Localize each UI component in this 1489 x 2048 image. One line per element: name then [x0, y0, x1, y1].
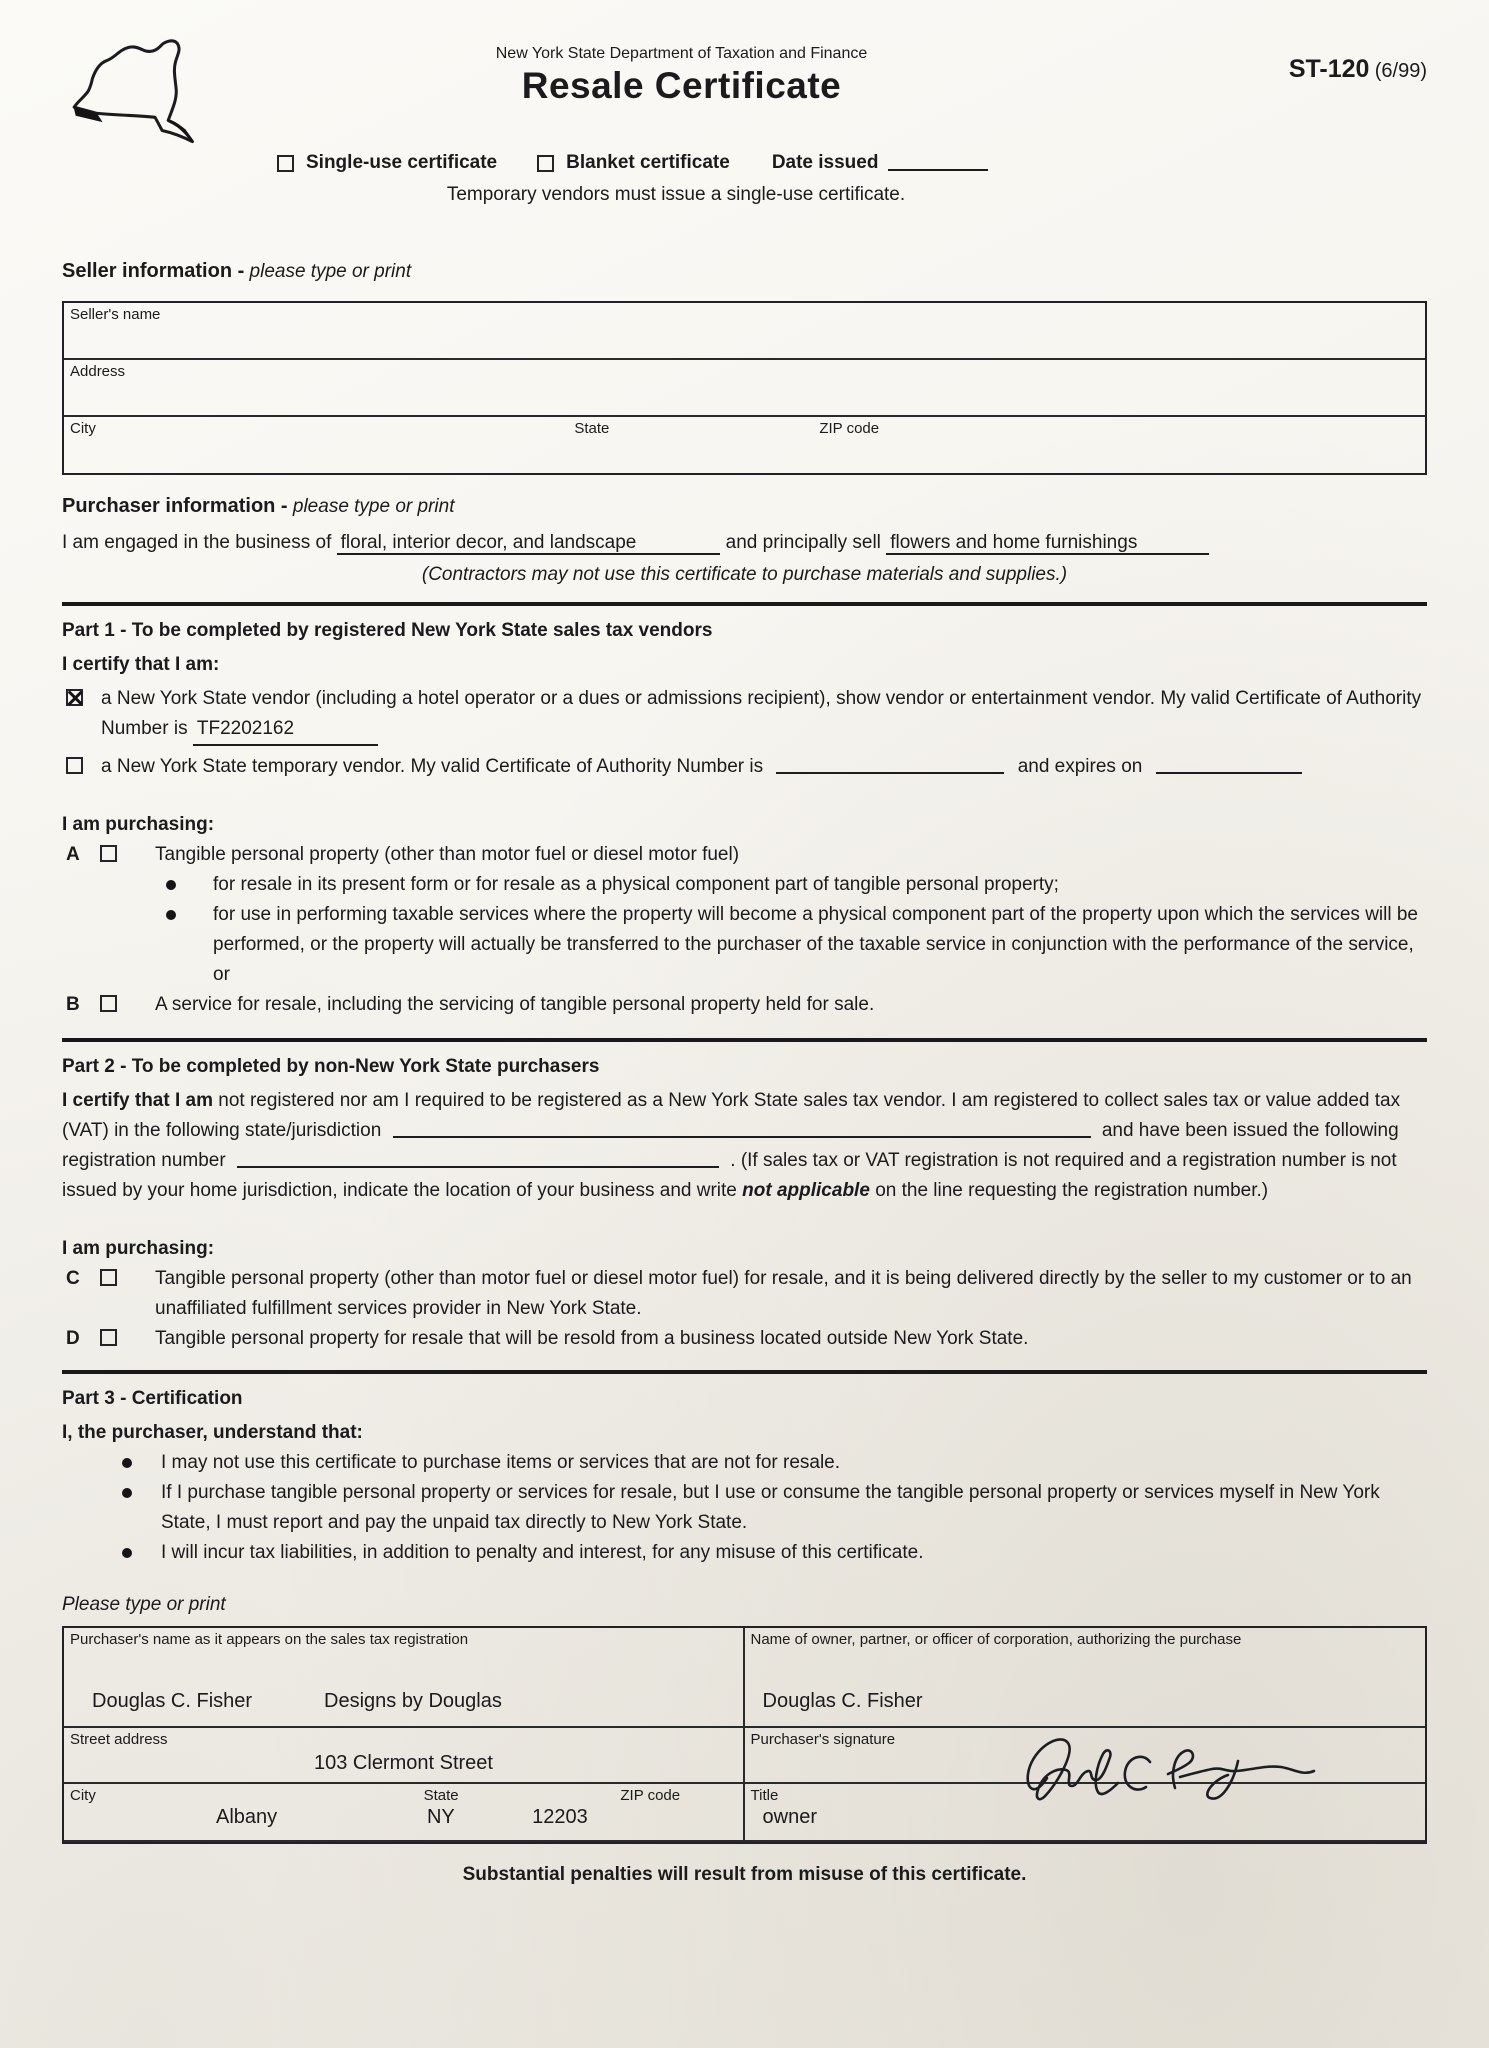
part3-bullet-2-text: If I purchase tangible personal property or services for resale, but I use or consume the tangible personal property or services myself in New York State, I must report and pay the unpaid tax directly to New York State. — [161, 1482, 1380, 1533]
date-issued-label: Date issued — [771, 152, 879, 173]
seller-name-label: Seller's name — [70, 306, 161, 323]
item-b-text: A service for resale, including the servicing of tangible personal property held for sale. — [155, 994, 875, 1015]
city-value: Albany — [216, 1806, 278, 1828]
zip-label: ZIP code — [620, 1787, 681, 1804]
item-a-letter: A — [66, 844, 80, 865]
item-a-checkbox[interactable] — [100, 845, 117, 862]
business-field[interactable]: floral, interior decor, and landscape — [337, 532, 721, 555]
certificate-type-row — [277, 148, 1427, 178]
item-c-letter: C — [66, 1268, 80, 1289]
part3-bullet-1 — [122, 1448, 1427, 1478]
vendor-checkbox[interactable] — [66, 689, 83, 706]
seller-section-heading — [62, 256, 1427, 287]
item-b-letter: B — [66, 994, 80, 1015]
item-d-text: Tangible personal property for resale that will be resold from a business located outside New York State. — [155, 1328, 1029, 1349]
blanket-label: Blanket certificate — [566, 152, 730, 173]
purchaser-name-cell[interactable] — [64, 1628, 745, 1726]
title-value: owner — [762, 1806, 817, 1828]
owner-name-label: Name of owner, partner, or officer of corporation, authorizing the purchase — [750, 1631, 1242, 1648]
item-b-checkbox[interactable] — [100, 995, 117, 1012]
item-c-text: Tangible personal property (other than motor fuel or diesel motor fuel) for resale, and it is being delivered directly by the seller to my customer or to an unaffiliated fulfillment services provider in New York State. — [155, 1268, 1412, 1319]
city-label: City — [70, 1787, 96, 1804]
handwritten-signature — [1017, 1728, 1327, 1830]
purchaser-section-heading — [62, 491, 1427, 522]
bullet-icon — [166, 910, 176, 920]
seller-heading-text: Seller information - — [62, 260, 245, 282]
street-address-cell[interactable] — [64, 1728, 745, 1782]
state-label: State — [423, 1787, 459, 1804]
item-a-bullet-1-text: for resale in its present form or for resale as a physical component part of tangible personal property; — [213, 874, 1059, 895]
purchaser-signature-table — [62, 1626, 1427, 1844]
part2-text-2: and have been issued the following registration number — [62, 1120, 1399, 1171]
form-number: ST-120 — [1288, 55, 1370, 83]
part2-heading: Part 2 - To be completed by non-New York State purchasers — [62, 1056, 600, 1077]
zip-value: 12203 — [532, 1806, 588, 1828]
single-use-checkbox[interactable] — [277, 155, 294, 172]
not-applicable-emphasis: not applicable — [742, 1180, 870, 1201]
vendor-option-text: a New York State vendor (including a hotel operator or a dues or admissions recipient), show vendor or entertainment vendor. My valid Certificate of Authority Number is — [101, 688, 1422, 739]
item-d-checkbox[interactable] — [100, 1329, 117, 1346]
purchaser-name-label: Purchaser's name as it appears on the sales tax registration — [70, 1631, 469, 1648]
part3-intro: I, the purchaser, understand that: — [62, 1422, 363, 1443]
item-a-bullet-2-text: for use in performing taxable services where the property will become a physical component part of the property upon which the services will be performed, or the property will actually be transferred to the purchaser of the taxable service in conjunction with the performance of the service, or — [213, 904, 1418, 985]
jurisdiction-field[interactable] — [393, 1122, 1091, 1138]
part1-vendor-option — [62, 684, 1427, 746]
agency-name: New York State Department of Taxation and Finance — [495, 45, 868, 62]
part3-bullet-2 — [122, 1478, 1427, 1538]
part3-bullet-3-text: I will incur tax liabilities, in addition to penalty and interest, for any misuse of this certificate. — [161, 1542, 924, 1563]
section-divider-2 — [62, 1038, 1427, 1042]
purchaser-business-value: Designs by Douglas — [324, 1690, 502, 1712]
item-c-row — [62, 1264, 1427, 1324]
principally-sell-field[interactable]: flowers and home furnishings — [886, 532, 1209, 555]
section-divider-1 — [62, 602, 1427, 606]
seller-city-state-zip-row[interactable] — [64, 417, 1425, 473]
please-type-note: Please type or print — [62, 1594, 226, 1615]
registration-number-field[interactable] — [237, 1152, 719, 1168]
part2-certify-bold: I certify that I am — [62, 1090, 213, 1111]
seller-address-row[interactable] — [64, 360, 1425, 417]
item-a-text: Tangible personal property (other than motor fuel or diesel motor fuel) — [155, 844, 740, 865]
temporary-vendor-checkbox[interactable] — [66, 757, 83, 774]
business-description-line — [62, 528, 1427, 558]
street-address-label: Street address — [70, 1731, 168, 1748]
contractors-note: (Contractors may not use this certificate to purchase materials and supplies.) — [421, 564, 1068, 585]
seller-state-label: State — [574, 420, 610, 437]
part3-bullet-1-text: I may not use this certificate to purchase items or services that are not for resale. — [161, 1452, 841, 1473]
form-revision: (6/99) — [1374, 60, 1427, 82]
certificate-authority-number-field[interactable]: TF2202162 — [193, 714, 378, 746]
street-address-value: 103 Clermont Street — [314, 1752, 493, 1774]
business-prefix: I am engaged in the business of — [62, 532, 332, 553]
purchaser-heading-text: Purchaser information - — [62, 495, 288, 517]
part1-heading: Part 1 - To be completed by registered New York State sales tax vendors — [62, 620, 713, 641]
owner-name-value: Douglas C. Fisher — [762, 1690, 923, 1712]
seller-zip-label: ZIP code — [819, 420, 880, 437]
temporary-authority-number-field[interactable] — [776, 758, 1004, 774]
seller-address-label: Address — [70, 363, 126, 380]
form-title: Resale Certificate — [521, 65, 842, 106]
owner-name-cell[interactable] — [745, 1628, 1426, 1726]
part2-text-3: . (If sales tax or VAT registration is not required and a registration number is not issued by your home jurisdiction, indicate the location of your business and write — [62, 1150, 1397, 1201]
seller-city-label: City — [70, 420, 96, 437]
bullet-icon — [122, 1458, 132, 1468]
item-a-bullet-1 — [166, 870, 1427, 900]
penalties-warning: Substantial penalties will result from misuse of this certificate. — [462, 1864, 1027, 1885]
date-issued-field[interactable] — [888, 155, 988, 171]
part3-heading: Part 3 - Certification — [62, 1388, 243, 1409]
single-use-label: Single-use certificate — [306, 152, 498, 173]
bullet-icon — [166, 880, 176, 890]
purchaser-signature-label: Purchaser's signature — [750, 1731, 896, 1748]
item-d-letter: D — [66, 1328, 80, 1349]
temporary-vendor-note: Temporary vendors must issue a single-use certificate. — [446, 184, 906, 205]
city-state-zip-cell[interactable] — [64, 1784, 745, 1840]
blanket-checkbox[interactable] — [537, 155, 554, 172]
part2-purchasing-intro: I am purchasing: — [62, 1238, 215, 1259]
purchaser-name-value: Douglas C. Fisher — [92, 1690, 253, 1712]
part3-bullet-3 — [122, 1538, 1427, 1568]
part2-text-1: not registered nor am I required to be registered as a New York State sales tax vendor. I am registered to collect sales tax or value added tax (VAT) in the following state/jurisdiction — [62, 1090, 1401, 1141]
part2-certify-paragraph — [62, 1086, 1427, 1206]
state-value: NY — [426, 1806, 455, 1828]
item-a-row — [62, 840, 1427, 870]
expires-on-label: and expires on — [1017, 756, 1143, 777]
form-header — [62, 0, 1427, 148]
item-b-row — [62, 990, 1427, 1020]
bullet-icon — [122, 1548, 132, 1558]
section-divider-3 — [62, 1370, 1427, 1374]
part1-purchasing-intro: I am purchasing: — [62, 814, 215, 835]
part2-text-4: on the line requesting the registration number.) — [875, 1180, 1269, 1201]
seller-heading-note: please type or print — [249, 261, 412, 282]
title-label: Title — [750, 1787, 779, 1804]
bullet-icon — [122, 1488, 132, 1498]
temporary-vendor-text: a New York State temporary vendor. My valid Certificate of Authority Number is — [101, 756, 764, 777]
purchaser-heading-note: please type or print — [292, 496, 455, 517]
item-c-checkbox[interactable] — [100, 1269, 117, 1286]
part1-certify-intro: I certify that I am: — [62, 654, 220, 675]
item-a-bullet-2 — [166, 900, 1427, 990]
sell-prefix: and principally sell — [725, 532, 881, 553]
seller-name-row[interactable] — [64, 303, 1425, 360]
part1-temporary-vendor-option — [62, 752, 1427, 782]
expires-on-field[interactable] — [1156, 758, 1302, 774]
seller-info-box — [62, 301, 1427, 475]
item-d-row — [62, 1324, 1427, 1354]
